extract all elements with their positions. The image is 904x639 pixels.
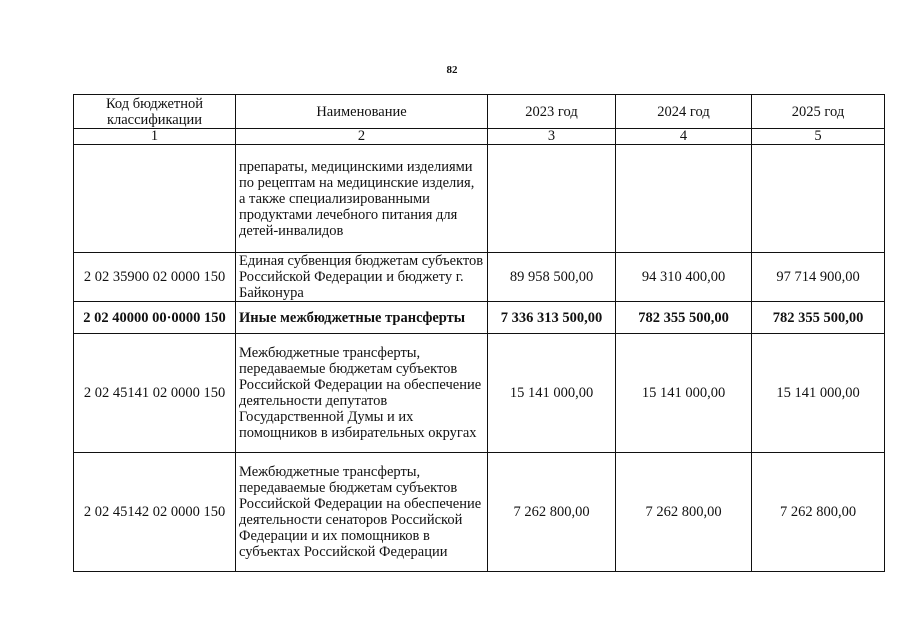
row-name: Единая субвенция бюджетам субъектов Российской Федерации и бюджету г. Байконура [236, 253, 488, 302]
row-code: 2 02 45141 02 0000 150 [74, 334, 236, 453]
row-value-2025: 97 714 900,00 [752, 253, 885, 302]
row-value-2024 [616, 145, 752, 253]
row-value-2025: 782 355 500,00 [752, 302, 885, 334]
table-row [74, 145, 885, 253]
header-name: Наименование [236, 95, 488, 129]
column-number: 3 [488, 129, 616, 145]
row-name: Межбюджетные трансферты, передаваемые бюджетам субъектов Российской Федерации на обеспечение деятельности депутатов Государственной Думы и их помощников в избирательных округах [236, 334, 488, 453]
budget-table [73, 94, 885, 572]
header-2023: 2023 год [488, 95, 616, 129]
header-2024: 2024 год [616, 95, 752, 129]
row-value-2023: 89 958 500,00 [488, 253, 616, 302]
row-value-2023: 7 262 800,00 [488, 453, 616, 572]
column-number: 5 [752, 129, 885, 145]
row-value-2024: 7 262 800,00 [616, 453, 752, 572]
column-number: 1 [74, 129, 236, 145]
row-value-2023: 15 141 000,00 [488, 334, 616, 453]
row-code: 2 02 35900 02 0000 150 [74, 253, 236, 302]
table-row [74, 334, 885, 453]
page-number: 82 [446, 64, 458, 76]
table-header-row [74, 95, 885, 129]
row-code [74, 145, 236, 253]
column-number: 2 [236, 129, 488, 145]
row-name: Межбюджетные трансферты, передаваемые бюджетам субъектов Российской Федерации на обеспечение деятельности сенаторов Российской Федерации и их помощников в субъектах Российской Федерации [236, 453, 488, 572]
row-code: 2 02 45142 02 0000 150 [74, 453, 236, 572]
row-code: 2 02 40000 00·0000 150 [74, 302, 236, 334]
header-2025: 2025 год [752, 95, 885, 129]
row-name: Иные межбюджетные трансферты [236, 302, 488, 334]
row-value-2024: 15 141 000,00 [616, 334, 752, 453]
row-value-2023 [488, 145, 616, 253]
header-code: Код бюджетной классификации [74, 95, 236, 129]
table-row [74, 302, 885, 334]
column-number-row [74, 129, 885, 145]
row-value-2023: 7 336 313 500,00 [488, 302, 616, 334]
row-value-2025 [752, 145, 885, 253]
row-value-2025: 15 141 000,00 [752, 334, 885, 453]
row-value-2024: 782 355 500,00 [616, 302, 752, 334]
row-value-2024: 94 310 400,00 [616, 253, 752, 302]
table-row [74, 253, 885, 302]
row-name: препараты, медицинскими изделиями по рецептам на медицинские изделия, а также специализированными продуктами лечебного питания для детей-инвалидов [236, 145, 488, 253]
table-row [74, 453, 885, 572]
column-number: 4 [616, 129, 752, 145]
row-value-2025: 7 262 800,00 [752, 453, 885, 572]
